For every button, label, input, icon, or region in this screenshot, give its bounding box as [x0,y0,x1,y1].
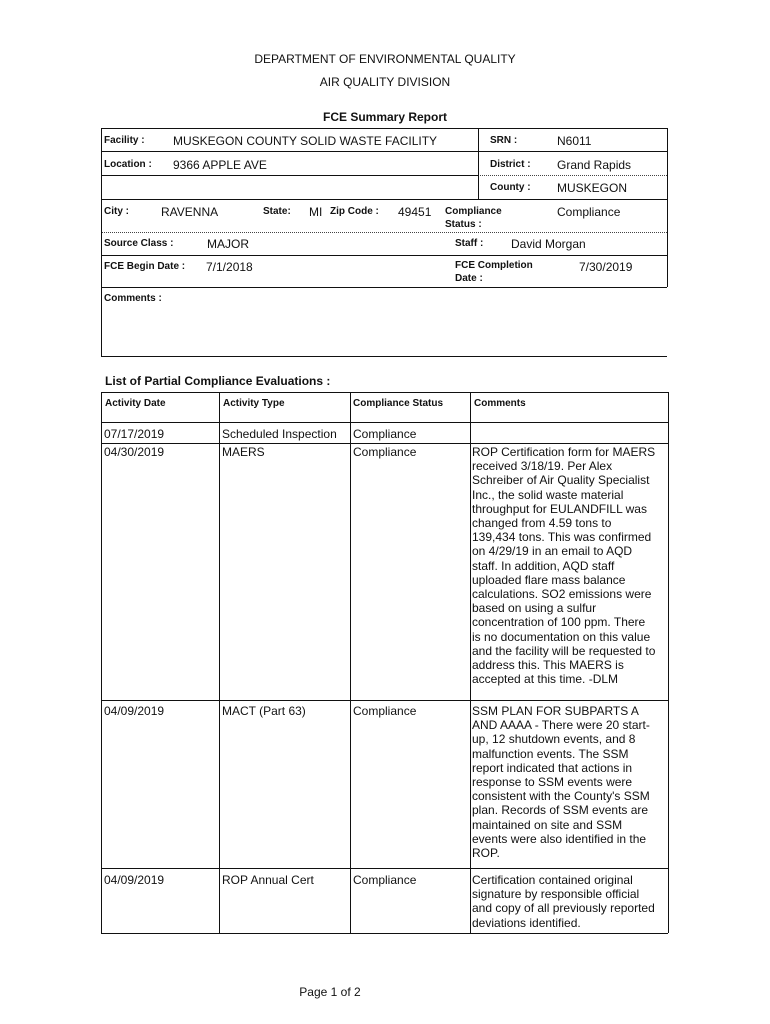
comment-line: calculations. SO2 emissions were [472,587,652,602]
srn-label: SRN : [490,135,518,146]
compliance-status-label: Compliance [445,206,502,217]
comment-line: throughput for EULANDFILL was [472,501,647,516]
county-label: County : [490,182,531,193]
comment-line: 139,434 tons. This was confirmed [472,530,652,545]
comment-line: AND AAAA - There were 20 start- [472,718,650,733]
completion-date-label: FCE Completion [455,260,533,271]
comment-line: Certification contained original [472,873,633,887]
source-class-value: MAJOR [207,237,249,251]
comment-line: up, 12 shutdown events, and 8 [472,732,636,747]
state-value: MI [309,205,323,219]
activity-type: Scheduled Inspection [222,427,337,441]
comment-line: concentration of 100 ppm. There [472,615,646,630]
location-label: Location : [104,159,152,170]
division-heading: AIR QUALITY DIVISION [319,75,451,89]
state-label: State: [263,206,291,217]
srn-value: N6011 [557,134,592,148]
completion-date-value: 7/30/2019 [579,260,633,274]
facility-name: MUSKEGON COUNTY SOLID WASTE FACILITY [173,134,438,148]
staff-label: Staff : [455,238,484,249]
comment-line: on 4/29/19 in an email to AQD [472,544,633,559]
comment-line: ROP Certification form for MAERS [472,445,656,459]
comment-line: Schreiber of Air Quality Specialist [472,473,650,488]
page-number: Page 1 of 2 [299,985,361,999]
comment-line: address this. This MAERS is [472,658,624,673]
source-class-label: Source Class : [104,238,174,249]
begin-date-value: 7/1/2018 [206,260,253,274]
compliance-status: Compliance [353,445,417,459]
comment-line: staff. In addition, AQD staff [472,558,615,573]
comment-line: maintained on site and SSM [472,817,623,832]
comment-line: events were also identified in the [472,831,647,846]
comment-line: received 3/18/19. Per Alex [472,459,613,474]
comment-line: and copy of all previously reported [472,901,655,916]
report-title: FCE Summary Report [322,110,448,124]
comment-line: SSM PLAN FOR SUBPARTS A [472,704,639,718]
activity-date: 07/17/2019 [104,427,165,441]
district-label: District : [490,159,531,170]
comment-line: response to SSM events were [472,775,633,790]
column-header-compliance-status: Compliance Status [353,398,444,409]
comment-line: ROP. [472,846,500,861]
comment-line: and the facility will be requested to [472,643,656,658]
comment-line: based on using a sulfur [472,601,597,616]
comment-line: uploaded flare mass balance [472,572,626,587]
compliance-status-value: Compliance [557,205,621,219]
zip-value: 49451 [398,205,432,219]
zip-label: Zip Code : [330,206,379,217]
city-value: RAVENNA [161,205,219,219]
column-header-activity-date: Activity Date [105,398,166,409]
activity-date: 04/09/2019 [104,704,165,718]
comment-line: deviations identified. [472,915,581,930]
activity-date: 04/30/2019 [104,445,165,459]
facility-label: Facility : [104,135,145,146]
comment-line: report indicated that actions in [472,760,633,775]
comment-line: signature by responsible official [472,887,640,902]
column-header-activity-type: Activity Type [223,398,285,409]
county-value: MUSKEGON [557,181,628,195]
column-header-comments: Comments [474,398,526,409]
comment-line: plan. Records of SSM events are [472,803,649,818]
comments-cell [472,704,668,860]
department-heading: DEPARTMENT OF ENVIRONMENTAL QUALITY [254,52,516,66]
comments-cell [472,873,668,930]
comment-line: malfunction events. The SSM [472,746,629,761]
compliance-status: Compliance [353,704,417,718]
pce-list-title: List of Partial Compliance Evaluations : [105,374,331,388]
comment-line: Inc., the solid waste material [472,487,624,502]
comment-line: changed from 4.59 tons to [472,516,612,531]
activity-type: MACT (Part 63) [222,704,306,718]
comments-cell [472,445,668,686]
begin-date-label: FCE Begin Date : [104,261,186,272]
activity-date: 04/09/2019 [104,873,165,887]
compliance-status: Compliance [353,427,417,441]
completion-date-label-2: Date : [455,273,483,284]
staff-value: David Morgan [511,237,586,251]
district-value: Grand Rapids [557,158,632,172]
comment-line: is no documentation on this value [472,629,651,644]
comment-line: consistent with the County's SSM [472,789,650,804]
compliance-status-label-2: Status : [445,219,482,230]
activity-type: ROP Annual Cert [222,873,314,887]
location-value: 9366 APPLE AVE [173,158,267,172]
city-label: City : [104,206,129,217]
compliance-status: Compliance [353,873,417,887]
comments-label: Comments : [104,293,162,304]
activity-type: MAERS [222,445,265,459]
comment-line: accepted at this time. -DLM [472,672,619,687]
